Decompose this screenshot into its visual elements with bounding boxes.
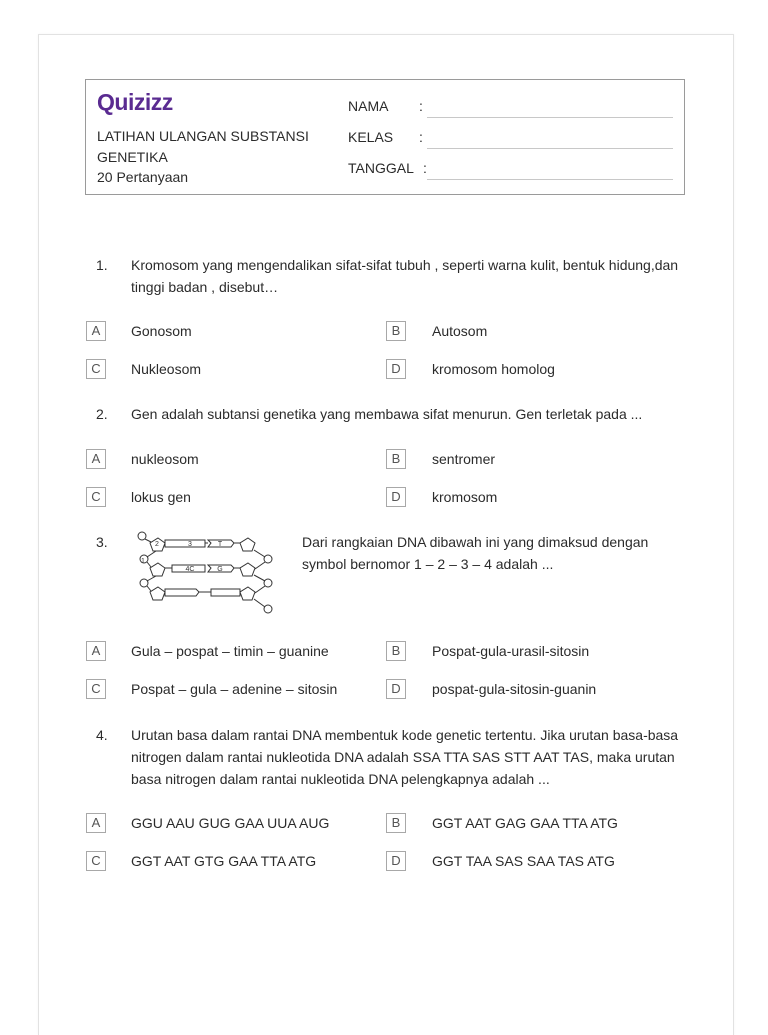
option-text[interactable]: kromosom <box>432 489 498 505</box>
option-letter-box[interactable]: C <box>86 851 106 871</box>
option-letter-box[interactable]: B <box>386 449 406 469</box>
date-field[interactable] <box>427 179 673 180</box>
sugar-pentagon <box>240 538 255 551</box>
name-field[interactable] <box>427 117 673 118</box>
option-text[interactable]: Gonosom <box>131 323 192 339</box>
backbone-line <box>255 586 265 593</box>
option-letter-box[interactable]: B <box>386 641 406 661</box>
option-text[interactable]: Gula – pospat – timin – guanine <box>131 643 329 659</box>
phosphate-circle <box>264 605 272 613</box>
option-text[interactable]: GGT TAA SAS SAA TAS ATG <box>432 853 615 869</box>
phosphate-circle <box>264 579 272 587</box>
option-letter-box[interactable]: B <box>386 813 406 833</box>
dna-diagram <box>134 530 280 620</box>
option-letter-box[interactable]: D <box>386 851 406 871</box>
option-letter-box[interactable]: C <box>86 487 106 507</box>
backbone-line <box>255 562 265 569</box>
name-colon: : <box>419 98 423 114</box>
base-block <box>165 589 199 596</box>
option-text[interactable]: nukleosom <box>131 451 199 467</box>
question-number: 2. <box>96 406 108 422</box>
backbone-line <box>254 575 265 581</box>
question-number: 3. <box>96 534 108 550</box>
question-text: Gen adalah subtansi genetika yang membawa sifat menurun. Gen terletak pada ... <box>131 406 643 422</box>
date-label: TANGGAL <box>348 160 414 176</box>
option-letter-box[interactable]: A <box>86 813 106 833</box>
option-text[interactable]: Pospat – gula – adenine – sitosin <box>131 681 338 697</box>
question-text: Dari rangkaian DNA dibawah ini yang dimaksud dengan symbol bernomor 1 – 2 – 3 – 4 adalah ... <box>302 534 649 572</box>
diagram-label: 1 <box>141 558 145 565</box>
diagram-label: 4C <box>185 566 195 573</box>
phosphate-circle <box>140 579 148 587</box>
option-text[interactable]: Nukleosom <box>131 361 202 377</box>
option-text[interactable]: lokus gen <box>131 489 191 505</box>
option-letter-box[interactable]: D <box>386 679 406 699</box>
question-number: 4. <box>96 727 108 743</box>
backbone-line <box>145 539 151 542</box>
backbone-line <box>254 599 265 607</box>
question-text: Kromosom yang mengendalikan sifat-sifat tubuh , seperti warna kulit, bentuk hidung,dan tinggi badan , disebut… <box>131 257 679 295</box>
diagram-label: G <box>217 566 223 573</box>
diagram-label: 2 <box>155 541 159 548</box>
option-letter-box[interactable]: D <box>386 487 406 507</box>
class-field[interactable] <box>427 148 673 149</box>
option-letter-box[interactable]: C <box>86 679 106 699</box>
option-letter-box[interactable]: C <box>86 359 106 379</box>
diagram-label: 3 <box>188 541 192 548</box>
backbone-line <box>147 562 151 567</box>
class-label: KELAS <box>348 129 394 145</box>
question-count: 20 Pertanyaan <box>97 169 189 185</box>
option-text[interactable]: GGT AAT GAG GAA TTA ATG <box>432 815 618 831</box>
backbone-line <box>254 550 265 557</box>
phosphate-circle <box>264 555 272 563</box>
base-block <box>165 540 205 547</box>
option-text[interactable]: Autosom <box>432 323 488 339</box>
phosphate-circle <box>138 532 146 540</box>
sugar-pentagon <box>240 587 255 600</box>
diagram-label: T <box>217 541 223 548</box>
option-letter-box[interactable]: B <box>386 321 406 341</box>
quiz-header <box>85 79 685 195</box>
question-number: 1. <box>96 257 108 273</box>
option-letter-box[interactable]: A <box>86 449 106 469</box>
option-text[interactable]: pospat-gula-sitosin-guanin <box>432 681 597 697</box>
class-colon: : <box>419 129 423 145</box>
sugar-pentagon <box>150 563 165 576</box>
option-letter-box[interactable]: A <box>86 321 106 341</box>
question-text: Urutan basa dalam rantai DNA membentuk kode genetic tertentu. Jika urutan basa-basa nitrogen dalam rantai nukleotida DNA adalah SSA TTA SAS STT AAT TAS, maka urutan basa nitrogen dalam rantai nukleotida DNA pelengkapnya adalah ... <box>131 727 679 787</box>
backbone-line <box>147 586 151 591</box>
option-text[interactable]: sentromer <box>432 451 496 467</box>
option-text[interactable]: GGT AAT GTG GAA TTA ATG <box>131 853 317 869</box>
sugar-pentagon <box>150 587 165 600</box>
date-colon: : <box>423 160 427 176</box>
backbone-line <box>147 551 156 557</box>
option-letter-box[interactable]: A <box>86 641 106 661</box>
quiz-title: LATIHAN ULANGAN SUBSTANSI GENETIKA <box>97 128 309 165</box>
option-text[interactable]: GGU AAU GUG GAA UUA AUG <box>131 815 330 831</box>
option-letter-box[interactable]: D <box>386 359 406 379</box>
backbone-line <box>147 576 156 581</box>
sugar-pentagon <box>240 563 255 576</box>
name-label: NAMA <box>348 98 389 114</box>
option-text[interactable]: kromosom homolog <box>432 361 555 377</box>
quizizz-logo: Quizizz <box>97 89 173 115</box>
base-block <box>211 589 240 596</box>
option-text[interactable]: Pospat-gula-urasil-sitosin <box>432 643 590 659</box>
